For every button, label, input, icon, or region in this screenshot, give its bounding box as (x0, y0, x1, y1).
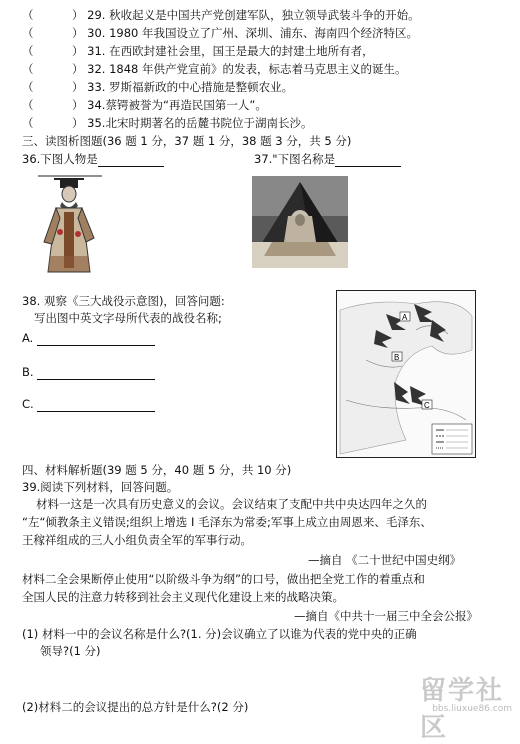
question-text: 32. 1848 年供产党宣前》的发表，标志着马克思主义的诞生。 (87, 62, 407, 76)
map-label-a: A (402, 313, 408, 322)
question-35: （ ） 35.北宋时期著名的岳麓书院位于湖南长沙。 (22, 116, 313, 130)
material-2-source: —摘自《中共十一届三中全会公报》 (294, 609, 478, 623)
site-watermark (420, 666, 520, 743)
question-36: 36.下图人物是 (22, 152, 164, 167)
question-text: 34.蔡锷被誉为“再造民国第一人”。 (87, 98, 267, 112)
material-1-source: —摘自 《二十世纪中国史纲》 (308, 553, 462, 567)
sub-question-1-cont: 领导?(1 分) (40, 644, 101, 658)
question-39: 39.阅读下列材料，回答问题。 (22, 480, 179, 494)
three-campaigns-map (336, 290, 476, 458)
question-30: （ ） 30. 1980 年我国设立了广州、深圳、浦东、海南四个经济特区。 (22, 26, 419, 40)
question-38: 38. 观察《三大战役示意图)，回答问题: (22, 294, 225, 308)
emperor-portrait-image (30, 172, 110, 282)
question-text: 35.北宋时期著名的岳麓书院位于湖南长沙。 (87, 116, 313, 130)
question-33: （ ） 33. 罗斯福新政的中心措施是整顿农业。 (22, 80, 294, 94)
question-31: （ ） 31. 在西欧封建社会里，国王是最大的封建土地所有者， (22, 44, 374, 58)
material-1-line-2: “左“倾教条主义错误;组织上增选 I 毛泽东为常委;军事上成立由周恩来、毛泽东、 (22, 515, 432, 529)
section-3-heading: 三、读图析图题(36 题 1 分，37 题 1 分，38 题 3 分，共 5 分) (22, 134, 352, 148)
answer-blank-b[interactable] (37, 367, 155, 380)
answer-b: B. (22, 365, 155, 380)
material-2-line-2: 全国人民的注意力转移到社会主义现代化建设上来的战略决策。 (22, 590, 344, 604)
map-label-b: B (394, 353, 400, 362)
question-text: 31. 在西欧封建社会里，国王是最大的封建土地所有者， (87, 44, 374, 58)
answer-blank-c[interactable] (37, 399, 155, 412)
question-text: 30. 1980 年我国设立了广州、深圳、浦东、海南四个经济特区。 (87, 26, 419, 40)
question-text: 33. 罗斯福新政的中心措施是整顿农业。 (87, 80, 294, 94)
material-1-line-1: 材料一这是一次具有历史意义的会议。会议结束了支配中共中央达四年之久的 (36, 497, 427, 511)
question-37: 37."下图名称是 (254, 152, 401, 167)
answer-blank[interactable] (98, 154, 164, 167)
material-2-line-1: 材料二全会果断停止使用“以阶级斗争为纲”的口号，做出把全党工作的着重点和 (22, 572, 425, 586)
section-4-heading: 四、材料解析题(39 题 5 分，40 题 5 分，共 10 分) (22, 463, 292, 477)
question-38-sub: 写出图中英文字母所代表的战役名称; (34, 311, 222, 325)
answer-a: A. (22, 331, 155, 346)
question-text: 29. 秋收起义是中国共产党创建军队，独立领导武装斗争的开始。 (87, 8, 420, 22)
watermark-logo-text: 留学社区 (420, 676, 505, 743)
answer-blank[interactable] (335, 154, 401, 167)
answer-blank-a[interactable] (37, 333, 155, 346)
sub-question-2: (2)材料二的会议提出的总方针是什么?(2 分) (22, 700, 249, 714)
map-label-c: C (424, 401, 430, 410)
material-1-line-3: 王稼祥组成的三人小组负责全军的军事行动。 (22, 533, 252, 547)
answer-c: C. (22, 397, 155, 412)
question-29: （ ） 29. 秋收起义是中国共产党创建军队，独立领导武装斗争的开始。 (22, 8, 420, 22)
sphinx-pyramid-image (252, 176, 348, 268)
question-34: （ ） 34.蔡锷被誉为“再造民国第一人”。 (22, 98, 267, 112)
question-32: （ ） 32. 1848 年供产党宣前》的发表，标志着马克思主义的诞生。 (22, 62, 407, 76)
watermark-url: bbs.liuxue86.com (432, 704, 512, 714)
answer-paren: （ (22, 8, 34, 22)
sub-question-1: (1) 材料一中的会议名称是什么?(1. 分)会议确立了以谁为代表的党中央的正确 (22, 627, 417, 641)
